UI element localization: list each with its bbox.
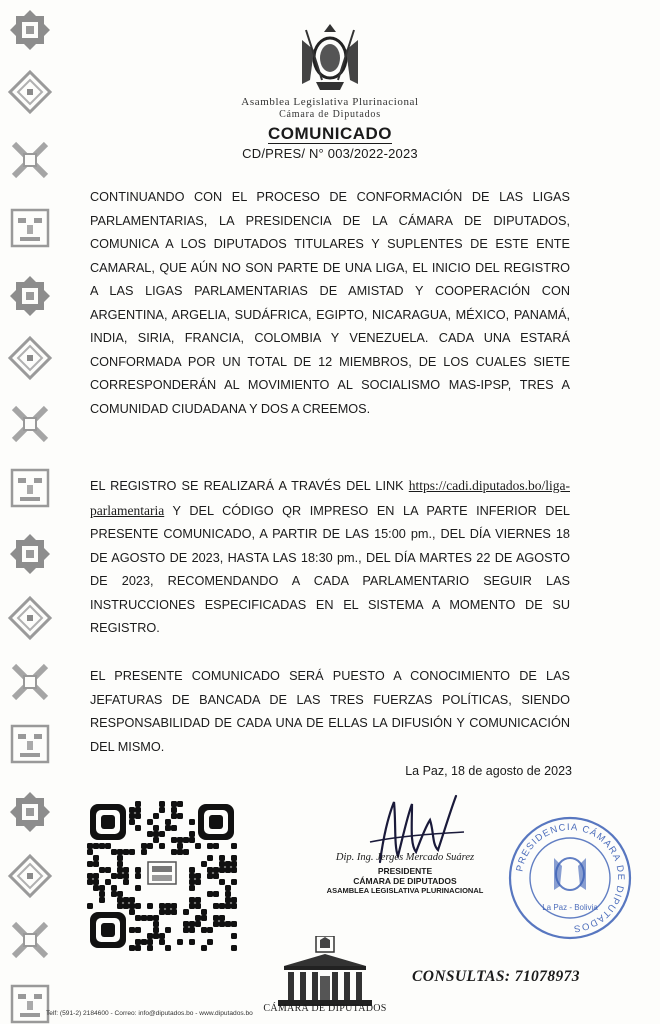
official-seal-stamp — [506, 814, 634, 942]
document-title — [0, 124, 660, 144]
qr-code-icon — [86, 800, 238, 952]
bolivia-coat-of-arms-icon — [296, 20, 364, 94]
svg-text:PRESIDENCIA CÁMARA DE DIPUTADO — [514, 822, 626, 934]
paragraph-2-rest: Y DEL CÓDIGO QR IMPRESO EN LA PARTE INFERIOR DEL PRESENTE COMUNICADO, A PARTIR DE LAS 15:00 pm., DEL DÍA VIERNES 18 DE AGOSTO DE 2023, HASTA LAS 18:30 pm., DEL DÍA MARTES 22 DE AGOSTO DE 2023, RECOMENDANDO A CADA PARLAMENTARIO SEGUIR LAS INSTRUCCIONES ESPECIFICADAS EN EL SISTEMA A MOMENTO DE SU REGISTRO. — [90, 503, 570, 635]
footer-contact: Telf: (591-2) 2184600 - Correo: info@diputados.bo - www.diputados.bo — [46, 1010, 253, 1017]
seal-bottom-text: La Paz - Bolivia — [542, 903, 598, 912]
signatory-assembly: ASAMBLEA LEGISLATIVA PLURINACIONAL — [326, 886, 484, 895]
assembly-name: Asamblea Legislativa Plurinacional — [241, 96, 419, 108]
document-reference: CD/PRES/ N° 003/2022-2023 — [242, 146, 418, 161]
registration-link[interactable]: https://cadi.diputados.bo/liga-parlamentaria — [90, 478, 570, 518]
signatory-role: PRESIDENTE — [377, 866, 433, 876]
paragraph-2 — [90, 474, 570, 641]
seal-ring-text: PRESIDENCIA CÁMARA DE DIPUTADOS — [514, 821, 627, 935]
chamber-name: Cámara de Diputados — [279, 109, 381, 120]
document-title-text: COMUNICADO — [268, 124, 392, 143]
contact-phone: CONSULTAS: 71078973 — [412, 968, 580, 985]
signatory-chamber: CÁMARA DE DIPUTADOS — [353, 876, 457, 886]
signatory-name: Dip. Ing. Jerges Mercado Suárez — [335, 852, 475, 863]
building-logo-label: CÁMARA DE DIPUTADOS — [263, 1003, 387, 1014]
paragraph-2-intro: EL REGISTRO SE REALIZARÁ A TRAVÉS DEL LINK — [90, 479, 409, 493]
paragraph-1: CONTINUANDO CON EL PROCESO DE CONFORMACIÓN DE LAS LIGAS PARLAMENTARIAS, LA PRESIDENCIA DE LA CÁMARA DE DIPUTADOS, COMUNICA A LOS DIPUTADOS TITULARES Y SUPLENTES DE ESTE ENTE CAMARAL, QUE AÚN NO SON PARTE DE UNA LIGA, EL INICIO DEL REGISTRO A LAS LIGAS PARLAMENTARIAS DE AMISTAD Y COOPERACIÓN CON ARGENTINA, ARGELIA, SUDÁFRICA, EGIPTO, NICARAGUA, MÉXICO, PANAMÁ, INDIA, SIRIA, FRANCIA, COLOMBIA Y VENEZUELA. CADA UNA ESTARÁ CONFORMADA POR UN TOTAL DE 12 MIEMBROS, DE LOS CUALES SIETE CORRESPONDERÁN AL MOVIMIENTO AL SOCIALISMO MAS-IPSP, TRES A COMUNIDAD CIUDADANA Y DOS A CREEMOS. — [90, 190, 570, 416]
paragraph-3: EL PRESENTE COMUNICADO SERÁ PUESTO A CONOCIMIENTO DE LAS JEFATURAS DE BANCADA DE LAS TRES FUERZAS POLÍTICAS, SIENDO RESPONSABILIDAD DE CADA UNA DE ELLAS LA DIFUSIÓN Y COMUNICACIÓN DEL MISMO. — [90, 669, 570, 754]
date-line: La Paz, 18 de agosto de 2023 — [405, 764, 572, 778]
